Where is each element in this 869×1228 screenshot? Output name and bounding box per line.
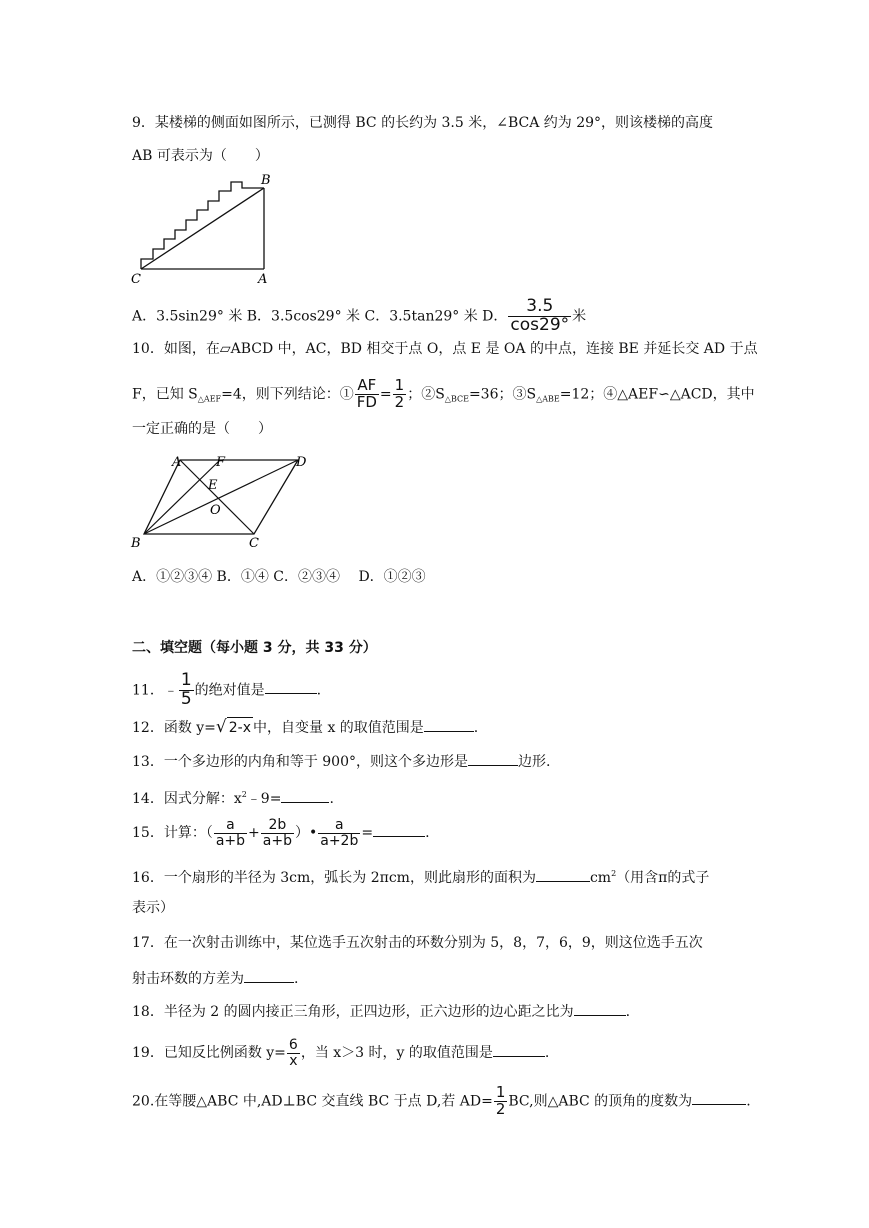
q18: 18．半径为 2 的圆内接正三角形，正四边形，正六边形的边心距之比为 .: [132, 1001, 630, 1022]
q20: 20.在等腰△ABC 中,AD⊥BC 交直线 BC 于点 D,若 AD= $\frac{1}{2}$ BC,则△ABC 的顶角的度数为 .: [132, 1083, 751, 1118]
q15: 15．计算：（ $\frac{a}{a+b}$ + $\frac{2b}{a+b}$ ）• $\frac{a}{a+2b}$ = .: [132, 817, 430, 849]
q14: 14．因式分解：$x^2﹣9=$ .: [132, 790, 334, 807]
q15-answer-blank[interactable]: [373, 822, 425, 837]
q9-staircase-figure: [128, 170, 278, 288]
label-a: A: [172, 455, 182, 470]
q17-answer-blank[interactable]: [244, 968, 294, 983]
q9-d-num: 3.5: [526, 296, 554, 316]
q16-line1: 16．一个扇形的半径为 3cm，弧长为 2πcm，则此扇形的面积为 $cm^2$（用含π的式子: [132, 869, 710, 886]
q20-answer-blank[interactable]: [692, 1090, 746, 1105]
q15-frac1: $\frac{a}{a+b}$: [215, 817, 246, 849]
line-bf: [144, 460, 220, 534]
q11-fraction: $\frac{1}{5}$: [180, 670, 192, 709]
q12-answer-blank[interactable]: [424, 717, 474, 732]
q11: 11．﹣ $\frac{1}{5}$ 的绝对值是 .: [132, 670, 322, 709]
q11-answer-blank[interactable]: [265, 679, 317, 694]
label-c: C: [131, 272, 141, 287]
q12-radicand: 2-x: [227, 717, 253, 738]
q13-answer-blank[interactable]: [468, 751, 518, 766]
q10-parallelogram-figure: [128, 452, 313, 552]
q9-d-den: cos29°: [510, 314, 570, 335]
q14-answer-blank[interactable]: [281, 788, 329, 803]
q15-frac2: $\frac{2b}{a+b}$: [262, 817, 292, 849]
q12: 12．函数 y=√ 2-x 中，自变量 x 的取值范围是 .: [132, 717, 479, 737]
label-b: B: [261, 173, 271, 188]
q19-answer-blank[interactable]: [493, 1042, 545, 1057]
q15-frac3: $\frac{a}{a+2b}$: [320, 817, 359, 849]
q19-fraction: $\frac{6}{x}$: [288, 1037, 298, 1069]
stair-steps: [141, 182, 264, 269]
q17-line1: 17．在一次射击训练中，某位选手五次射击的环数分别为 5，8，7，6，9，则这位选手五次: [132, 935, 703, 951]
q9-option-d-fraction: [508, 298, 571, 335]
q10-options: A．①②③④ B．①④ C．②③④ D．①②③: [132, 569, 426, 585]
diagonal-bd: [144, 460, 298, 534]
q9-text-line1: 9．某楼梯的侧面如图所示，已测得 BC 的长约为 3.5 米，∠BCA 约为 29°，则该楼梯的高度: [132, 115, 714, 131]
label-e: E: [208, 478, 218, 493]
label-f: F: [216, 455, 226, 470]
q10-frac-half: $\frac{1}{2}$: [394, 376, 405, 411]
label-o: O: [210, 503, 221, 518]
q20-fraction: $\frac{1}{2}$: [495, 1083, 506, 1118]
diagonal-ac: [180, 460, 254, 534]
q10-text-line2: F，已知 $S_{\triangle AEF}=4$，则下列结论：① $\frac{AF}{FD}$ = $\frac{1}{2}$ ；$②S_{\triangle BCE}=36$；$③S_{\triangle ABE}=12$；④△AEF∽△ACD，其中: [132, 376, 755, 411]
q9-text-line2: AB 可表示为（ ）: [132, 148, 269, 164]
q17-line2: 射击环数的方差为 .: [132, 968, 298, 989]
q10-frac-af-fd: $\frac{AF}{FD}$: [356, 376, 377, 411]
q9-options: [132, 298, 586, 335]
q9-d-suffix: 米: [572, 308, 587, 325]
q10-text-line3: 一定正确的是（ ）: [132, 421, 272, 437]
q18-answer-blank[interactable]: [574, 1001, 626, 1016]
label-d: D: [296, 455, 307, 470]
q10-text-line1: 10．如图，在▱ABCD 中，AC，BD 相交于点 O，点 E 是 OA 的中点，连接 BE 并延长交 AD 于点: [132, 341, 758, 357]
side-bc: [141, 188, 264, 269]
q16-line2: 表示）: [132, 900, 174, 916]
q13: 13．一个多边形的内角和等于 900°，则这个多边形是 边形.: [132, 751, 550, 772]
q9-options-abc: A．3.5sin29° 米 B．3.5cos29° 米 C．3.5tan29° 米 D．: [132, 308, 508, 325]
q16-answer-blank[interactable]: [536, 867, 590, 882]
label-a: A: [258, 272, 268, 287]
q19: 19．已知反比例函数 y= $\frac{6}{x}$ ，当 x＞3 时，y 的取值范围是 .: [132, 1037, 550, 1069]
label-c: C: [249, 536, 259, 551]
label-b: B: [131, 536, 141, 551]
section-2-title: 二、填空题（每小题 3 分，共 33 分）: [132, 640, 377, 656]
